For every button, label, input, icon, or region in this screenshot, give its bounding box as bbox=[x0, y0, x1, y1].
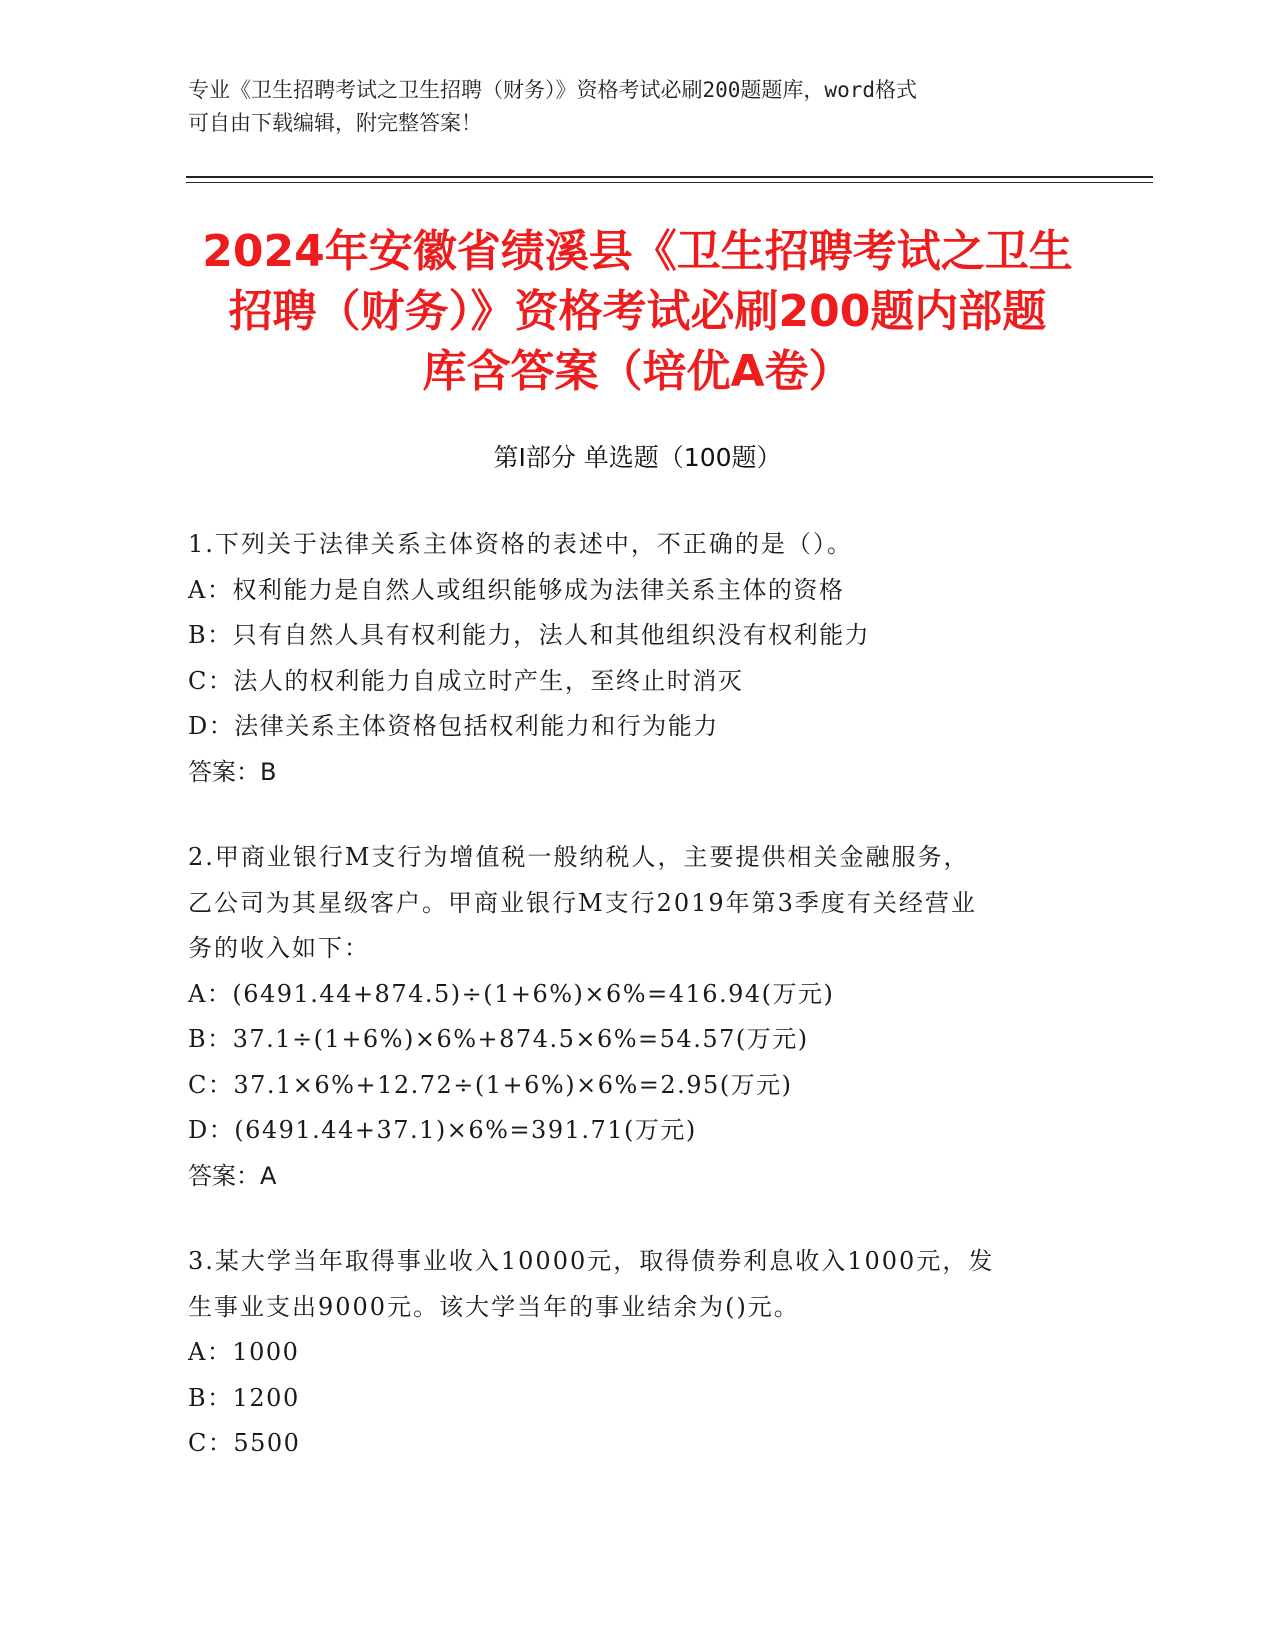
question-3 bbox=[188, 1239, 1088, 1467]
question-stem-line: 2.甲商业银行M支行为增值税一般纳税人，主要提供相关金融服务， bbox=[188, 843, 970, 871]
header-note-line-2: 可自由下载编辑，附完整答案！ bbox=[188, 111, 482, 135]
header-divider-thin bbox=[186, 182, 1153, 183]
header-divider-thick bbox=[186, 176, 1153, 178]
document-title-line-3: 库含答案（培优A卷） bbox=[422, 346, 853, 397]
answer-label: 答案：A bbox=[188, 1161, 277, 1190]
option-c: C：5500 bbox=[188, 1429, 301, 1457]
question-stem-line: 务的收入如下： bbox=[188, 934, 370, 962]
option-c: C：37.1×6%+12.72÷(1+6%)×6%=2.95(万元) bbox=[188, 1070, 793, 1099]
question-stem bbox=[188, 835, 1088, 972]
option-a: A：权利能力是自然人或组织能够成为法律关系主体的资格 bbox=[188, 575, 845, 604]
document-title bbox=[150, 222, 1125, 402]
option-d: D：法律关系主体资格包括权利能力和行为能力 bbox=[188, 712, 719, 740]
question-stem bbox=[188, 522, 1088, 568]
document-title-line-1: 2024年安徽省绩溪县《卫生招聘考试之卫生 bbox=[202, 226, 1073, 277]
option-d: D：(6491.44+37.1)×6%=391.71(万元) bbox=[188, 1116, 697, 1144]
option-b: B：1200 bbox=[188, 1383, 300, 1412]
option-b: B：只有自然人具有权利能力，法人和其他组织没有权利能力 bbox=[188, 621, 871, 649]
question-stem-line: 生事业支出9000元。该大学当年的事业结余为()元。 bbox=[188, 1292, 800, 1321]
option-a: A：1000 bbox=[188, 1338, 300, 1366]
question-1 bbox=[188, 522, 1088, 795]
question-list bbox=[188, 522, 1088, 1507]
question-stem bbox=[188, 1239, 1088, 1330]
answer-label: 答案：B bbox=[188, 757, 277, 786]
question-stem-line: 乙公司为其星级客户。甲商业银行M支行2019年第3季度有关经营业 bbox=[188, 888, 977, 917]
option-c: C：法人的权利能力自成立时产生，至终止时消灭 bbox=[188, 666, 744, 695]
document-title-line-2: 招聘（财务）》资格考试必刷200题内部题 bbox=[228, 286, 1047, 337]
question-stem-line: 1.下列关于法律关系主体资格的表述中，不正确的是（）。 bbox=[188, 530, 853, 558]
option-b: B：37.1÷(1+6%)×6%+874.5×6%=54.57(万元) bbox=[188, 1025, 809, 1053]
option-a: A：(6491.44+874.5)÷(1+6%)×6%=416.94(万元) bbox=[188, 979, 835, 1008]
question-2 bbox=[188, 835, 1088, 1199]
question-stem-line: 3.某大学当年取得事业收入10000元，取得债券利息收入1000元，发 bbox=[188, 1247, 995, 1275]
section-heading: 第Ⅰ部分 单选题（100题） bbox=[493, 443, 782, 472]
header-note-line-1: 专业《卫生招聘考试之卫生招聘（财务）》资格考试必刷200题题库，word格式 bbox=[188, 78, 917, 102]
header-note bbox=[188, 74, 1068, 140]
